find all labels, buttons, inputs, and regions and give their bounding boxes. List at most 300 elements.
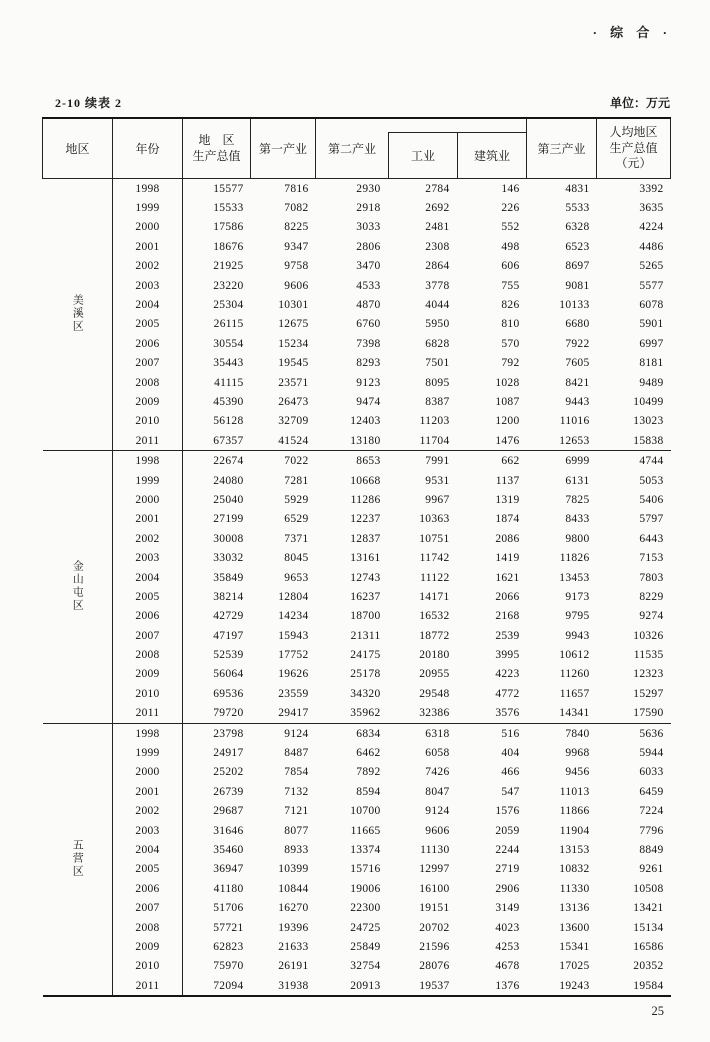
value-cell: 4486 <box>639 240 664 253</box>
table-row <box>43 937 671 956</box>
year-cell: 2005 <box>113 587 183 606</box>
value-cell: 13153 <box>559 843 590 856</box>
year-cell: 2003 <box>113 276 183 295</box>
year-cell: 1998 <box>113 179 183 199</box>
value-cell: 23220 <box>213 279 244 292</box>
table-row <box>43 179 671 199</box>
value-cell: 79720 <box>213 707 244 720</box>
value-cell: 8225 <box>284 221 309 234</box>
value-cell: 5406 <box>639 493 664 506</box>
value-cell: 6529 <box>284 513 309 526</box>
value-cell: 41180 <box>213 882 244 895</box>
value-cell: 23798 <box>183 723 251 743</box>
year-cell: 2006 <box>113 879 183 898</box>
value-cell: 35443 <box>213 357 244 370</box>
value-cell: 69536 <box>213 687 244 700</box>
value-cell: 4253 <box>495 940 520 953</box>
value-cell: 21633 <box>278 940 309 953</box>
value-cell: 4223 <box>495 668 520 681</box>
region-label: 美溪区 <box>71 293 84 333</box>
region-cell <box>43 179 113 451</box>
value-cell: 6459 <box>639 785 664 798</box>
table-row <box>43 626 671 645</box>
value-cell: 11742 <box>419 552 450 565</box>
value-cell: 67357 <box>213 434 244 447</box>
value-cell: 17025 <box>559 960 590 973</box>
value-cell: 8047 <box>425 785 450 798</box>
value-cell: 26739 <box>213 785 244 798</box>
value-cell: 26115 <box>213 318 244 331</box>
statistics-table <box>42 117 671 997</box>
value-cell: 16586 <box>633 940 664 953</box>
value-cell: 9795 <box>565 610 590 623</box>
col-header-secondary-group <box>316 118 527 179</box>
value-cell: 62823 <box>213 940 244 953</box>
value-cell: 13421 <box>633 902 664 915</box>
value-cell: 3392 <box>639 182 664 195</box>
value-cell: 7840 <box>527 723 597 743</box>
value-cell: 6078 <box>639 299 664 312</box>
value-cell: 19243 <box>559 979 590 992</box>
value-cell: 5797 <box>639 513 664 526</box>
value-cell: 6328 <box>565 221 590 234</box>
value-cell: 8293 <box>356 357 381 370</box>
value-cell: 13136 <box>559 902 590 915</box>
value-cell: 30008 <box>213 532 244 545</box>
value-cell: 7426 <box>425 766 450 779</box>
col-header-region: 地区 <box>43 118 113 179</box>
value-cell: 9606 <box>425 824 450 837</box>
value-cell: 662 <box>457 451 527 471</box>
value-cell: 6680 <box>565 318 590 331</box>
value-cell: 7825 <box>565 493 590 506</box>
year-cell: 1999 <box>113 471 183 490</box>
table-row <box>43 743 671 762</box>
value-cell: 3995 <box>495 649 520 662</box>
value-cell: 11704 <box>419 434 450 447</box>
year-cell: 1998 <box>113 451 183 471</box>
value-cell: 11904 <box>559 824 590 837</box>
value-cell: 11013 <box>559 785 590 798</box>
value-cell: 30554 <box>213 337 244 350</box>
value-cell: 20702 <box>419 921 450 934</box>
value-cell: 15341 <box>559 940 590 953</box>
value-cell: 10399 <box>278 863 309 876</box>
value-cell: 2784 <box>425 182 450 195</box>
year-cell: 2004 <box>113 568 183 587</box>
value-cell: 9943 <box>565 629 590 642</box>
year-cell: 2003 <box>113 548 183 567</box>
value-cell: 12675 <box>278 318 309 331</box>
value-cell: 19545 <box>278 357 309 370</box>
value-cell: 8487 <box>284 747 309 760</box>
value-cell: 4772 <box>495 687 520 700</box>
value-cell: 2906 <box>495 882 520 895</box>
value-cell: 7501 <box>425 357 450 370</box>
value-cell: 5533 <box>565 202 590 215</box>
value-cell: 5901 <box>639 318 664 331</box>
value-cell: 19537 <box>419 979 450 992</box>
value-cell: 6834 <box>316 723 388 743</box>
value-cell: 4831 <box>565 182 590 195</box>
value-cell: 7803 <box>639 571 664 584</box>
value-cell: 9347 <box>284 240 309 253</box>
value-cell: 8181 <box>639 357 664 370</box>
table-row <box>43 510 671 529</box>
value-cell: 2539 <box>495 629 520 642</box>
year-cell: 2008 <box>113 373 183 392</box>
value-cell: 15234 <box>278 337 309 350</box>
value-cell: 20955 <box>419 668 450 681</box>
value-cell: 18700 <box>350 610 381 623</box>
value-cell: 11130 <box>420 843 450 856</box>
year-cell: 2011 <box>113 704 183 724</box>
year-cell: 2007 <box>113 354 183 373</box>
value-cell: 4023 <box>495 921 520 934</box>
value-cell: 11665 <box>350 824 381 837</box>
value-cell: 11286 <box>350 493 381 506</box>
value-cell: 9967 <box>425 493 450 506</box>
value-cell: 6131 <box>565 474 590 487</box>
value-cell: 10832 <box>559 863 590 876</box>
value-cell: 9474 <box>356 395 381 408</box>
value-cell: 552 <box>501 221 520 234</box>
region-label: 金山屯区 <box>71 559 84 612</box>
value-cell: 20913 <box>350 979 381 992</box>
year-cell: 2011 <box>113 976 183 996</box>
value-cell: 7082 <box>284 202 309 215</box>
value-cell: 13180 <box>350 434 381 447</box>
value-cell: 35849 <box>213 571 244 584</box>
value-cell: 1419 <box>495 552 520 565</box>
value-cell: 1621 <box>495 571 520 584</box>
col-header-pc-line2: 生产总值 <box>609 140 658 155</box>
col-header-gdp <box>183 118 251 179</box>
value-cell: 9274 <box>639 610 664 623</box>
value-cell: 19626 <box>278 668 309 681</box>
value-cell: 4533 <box>356 279 381 292</box>
value-cell: 16100 <box>419 882 450 895</box>
value-cell: 4870 <box>356 299 381 312</box>
value-cell: 6760 <box>356 318 381 331</box>
value-cell: 33032 <box>213 552 244 565</box>
value-cell: 41524 <box>278 434 309 447</box>
year-cell: 2011 <box>113 431 183 451</box>
value-cell: 792 <box>501 357 520 370</box>
year-cell: 2001 <box>113 237 183 256</box>
value-cell: 4044 <box>425 299 450 312</box>
value-cell: 8697 <box>565 260 590 273</box>
value-cell: 2308 <box>425 240 450 253</box>
value-cell: 57721 <box>213 921 244 934</box>
value-cell: 19396 <box>278 921 309 934</box>
value-cell: 15943 <box>278 629 309 642</box>
value-cell: 21596 <box>419 940 450 953</box>
value-cell: 7371 <box>284 532 309 545</box>
year-cell: 2006 <box>113 607 183 626</box>
value-cell: 11122 <box>420 571 450 584</box>
value-cell: 4678 <box>495 960 520 973</box>
value-cell: 15716 <box>350 863 381 876</box>
value-cell: 11260 <box>559 668 590 681</box>
value-cell: 7121 <box>284 805 309 818</box>
table-body <box>43 179 671 997</box>
value-cell: 8653 <box>316 451 388 471</box>
value-cell: 19151 <box>419 902 450 915</box>
value-cell: 29548 <box>419 687 450 700</box>
value-cell: 28076 <box>419 960 450 973</box>
table-row <box>43 860 671 879</box>
col-header-tertiary: 第三产业 <box>527 118 597 179</box>
value-cell: 2806 <box>356 240 381 253</box>
value-cell: 1200 <box>495 415 520 428</box>
col-header-industry: 工业 <box>388 133 457 178</box>
year-cell: 2000 <box>113 490 183 509</box>
value-cell: 12837 <box>350 532 381 545</box>
value-cell: 12804 <box>278 590 309 603</box>
table-row <box>43 490 671 509</box>
value-cell: 8229 <box>639 590 664 603</box>
value-cell: 5929 <box>284 493 309 506</box>
table-row <box>43 684 671 703</box>
value-cell: 26191 <box>278 960 309 973</box>
value-cell: 14171 <box>419 590 450 603</box>
value-cell: 516 <box>457 723 527 743</box>
year-cell: 2002 <box>113 257 183 276</box>
table-row <box>43 392 671 411</box>
value-cell: 24175 <box>350 649 381 662</box>
year-cell: 2010 <box>113 957 183 976</box>
section-header: · 综 合 · <box>592 25 672 40</box>
table-row <box>43 431 671 451</box>
value-cell: 35460 <box>213 843 244 856</box>
col-header-pc-line1: 人均地区 <box>609 125 658 140</box>
value-cell: 13453 <box>559 571 590 584</box>
value-cell: 6999 <box>527 451 597 471</box>
value-cell: 6443 <box>639 532 664 545</box>
year-cell: 1998 <box>113 723 183 743</box>
year-cell: 2008 <box>113 645 183 664</box>
value-cell: 25040 <box>213 493 244 506</box>
value-cell: 1319 <box>495 493 520 506</box>
year-cell: 2010 <box>113 684 183 703</box>
value-cell: 13374 <box>350 843 381 856</box>
value-cell: 6997 <box>639 337 664 350</box>
value-cell: 8095 <box>425 376 450 389</box>
value-cell: 7281 <box>284 474 309 487</box>
value-cell: 29687 <box>213 805 244 818</box>
value-cell: 1028 <box>495 376 520 389</box>
value-cell: 8077 <box>284 824 309 837</box>
value-cell: 10668 <box>350 474 381 487</box>
value-cell: 20180 <box>419 649 450 662</box>
col-header-construction: 建筑业 <box>457 133 526 178</box>
value-cell: 9653 <box>284 571 309 584</box>
year-cell: 2002 <box>113 529 183 548</box>
value-cell: 7153 <box>639 552 664 565</box>
value-cell: 16237 <box>350 590 381 603</box>
value-cell: 51706 <box>213 902 244 915</box>
col-header-gdp-line2: 生产总值 <box>192 148 241 163</box>
year-cell: 2009 <box>113 937 183 956</box>
value-cell: 20352 <box>633 960 664 973</box>
table-row <box>43 334 671 353</box>
value-cell: 15838 <box>633 434 664 447</box>
value-cell: 22674 <box>183 451 251 471</box>
year-cell: 2009 <box>113 392 183 411</box>
value-cell: 11535 <box>633 649 664 662</box>
value-cell: 9489 <box>639 376 664 389</box>
table-row <box>43 607 671 626</box>
region-cell <box>43 723 113 996</box>
col-header-secondary: 第二产业 <box>327 142 376 156</box>
value-cell: 36947 <box>213 863 244 876</box>
value-cell: 10612 <box>559 649 590 662</box>
value-cell: 24917 <box>213 747 244 760</box>
table-number-label: 2-10 续表 2 <box>55 96 122 110</box>
value-cell: 29417 <box>278 707 309 720</box>
region-label: 五营区 <box>71 838 84 878</box>
table-row <box>43 548 671 567</box>
value-cell: 10363 <box>419 513 450 526</box>
value-cell: 547 <box>501 785 520 798</box>
value-cell: 6523 <box>565 240 590 253</box>
table-row <box>43 295 671 314</box>
year-cell: 2001 <box>113 782 183 801</box>
year-cell: 2000 <box>113 763 183 782</box>
year-cell: 2005 <box>113 860 183 879</box>
value-cell: 8421 <box>565 376 590 389</box>
value-cell: 3033 <box>356 221 381 234</box>
value-cell: 6033 <box>639 766 664 779</box>
value-cell: 9606 <box>284 279 309 292</box>
year-cell: 2003 <box>113 821 183 840</box>
value-cell: 10700 <box>350 805 381 818</box>
value-cell: 11826 <box>559 552 590 565</box>
value-cell: 31646 <box>213 824 244 837</box>
col-header-year: 年份 <box>113 118 183 179</box>
value-cell: 11203 <box>419 415 450 428</box>
value-cell: 10508 <box>633 882 664 895</box>
value-cell: 7605 <box>565 357 590 370</box>
table-row <box>43 782 671 801</box>
value-cell: 22300 <box>350 902 381 915</box>
header-row <box>43 118 671 179</box>
value-cell: 810 <box>501 318 520 331</box>
value-cell: 18676 <box>213 240 244 253</box>
value-cell: 8933 <box>284 843 309 856</box>
value-cell: 25304 <box>213 299 244 312</box>
value-cell: 45390 <box>213 395 244 408</box>
value-cell: 5053 <box>639 474 664 487</box>
value-cell: 5950 <box>425 318 450 331</box>
table-row <box>43 898 671 917</box>
value-cell: 25202 <box>213 766 244 779</box>
value-cell: 23571 <box>278 376 309 389</box>
value-cell: 9443 <box>565 395 590 408</box>
value-cell: 7816 <box>284 182 309 195</box>
value-cell: 7132 <box>284 785 309 798</box>
value-cell: 19584 <box>633 979 664 992</box>
value-cell: 7991 <box>388 451 457 471</box>
value-cell: 8849 <box>639 843 664 856</box>
value-cell: 7398 <box>356 337 381 350</box>
value-cell: 5265 <box>639 260 664 273</box>
value-cell: 3635 <box>639 202 664 215</box>
value-cell: 2481 <box>425 221 450 234</box>
value-cell: 21925 <box>213 260 244 273</box>
value-cell: 2918 <box>356 202 381 215</box>
table-row <box>43 957 671 976</box>
value-cell: 12403 <box>350 415 381 428</box>
value-cell: 17752 <box>278 649 309 662</box>
value-cell: 4224 <box>639 221 664 234</box>
table-row <box>43 471 671 490</box>
year-cell: 2002 <box>113 802 183 821</box>
value-cell: 7796 <box>639 824 664 837</box>
value-cell: 9124 <box>251 723 316 743</box>
value-cell: 7922 <box>565 337 590 350</box>
year-cell: 2001 <box>113 510 183 529</box>
value-cell: 38214 <box>213 590 244 603</box>
value-cell: 4744 <box>597 451 671 471</box>
value-cell: 9124 <box>425 805 450 818</box>
value-cell: 5577 <box>639 279 664 292</box>
table-row <box>43 840 671 859</box>
unit-label: 单位：万元 <box>609 96 670 110</box>
value-cell: 466 <box>501 766 520 779</box>
value-cell: 498 <box>501 240 520 253</box>
value-cell: 6058 <box>425 747 450 760</box>
value-cell: 1137 <box>495 474 520 487</box>
value-cell: 11330 <box>559 882 590 895</box>
value-cell: 8045 <box>284 552 309 565</box>
value-cell: 12997 <box>419 863 450 876</box>
value-cell: 606 <box>501 260 520 273</box>
value-cell: 826 <box>501 299 520 312</box>
value-cell: 2719 <box>495 863 520 876</box>
table-row <box>43 976 671 996</box>
value-cell: 35962 <box>350 707 381 720</box>
year-cell: 2009 <box>113 665 183 684</box>
value-cell: 9800 <box>565 532 590 545</box>
value-cell: 6318 <box>388 723 457 743</box>
table-row <box>43 373 671 392</box>
value-cell: 5944 <box>639 747 664 760</box>
table-header <box>43 118 671 179</box>
table-row <box>43 704 671 724</box>
year-cell: 2006 <box>113 334 183 353</box>
value-cell: 8594 <box>356 785 381 798</box>
value-cell: 56128 <box>213 415 244 428</box>
value-cell: 15577 <box>213 182 244 195</box>
table-row <box>43 918 671 937</box>
value-cell: 15134 <box>633 921 664 934</box>
value-cell: 404 <box>501 747 520 760</box>
value-cell: 14234 <box>278 610 309 623</box>
value-cell: 10844 <box>278 882 309 895</box>
value-cell: 17586 <box>213 221 244 234</box>
year-cell: 2000 <box>113 218 183 237</box>
value-cell: 24725 <box>350 921 381 934</box>
value-cell: 2168 <box>495 610 520 623</box>
year-cell: 2004 <box>113 295 183 314</box>
value-cell: 9968 <box>565 747 590 760</box>
table-row <box>43 587 671 606</box>
table-row <box>43 237 671 256</box>
value-cell: 31938 <box>278 979 309 992</box>
value-cell: 75970 <box>213 960 244 973</box>
